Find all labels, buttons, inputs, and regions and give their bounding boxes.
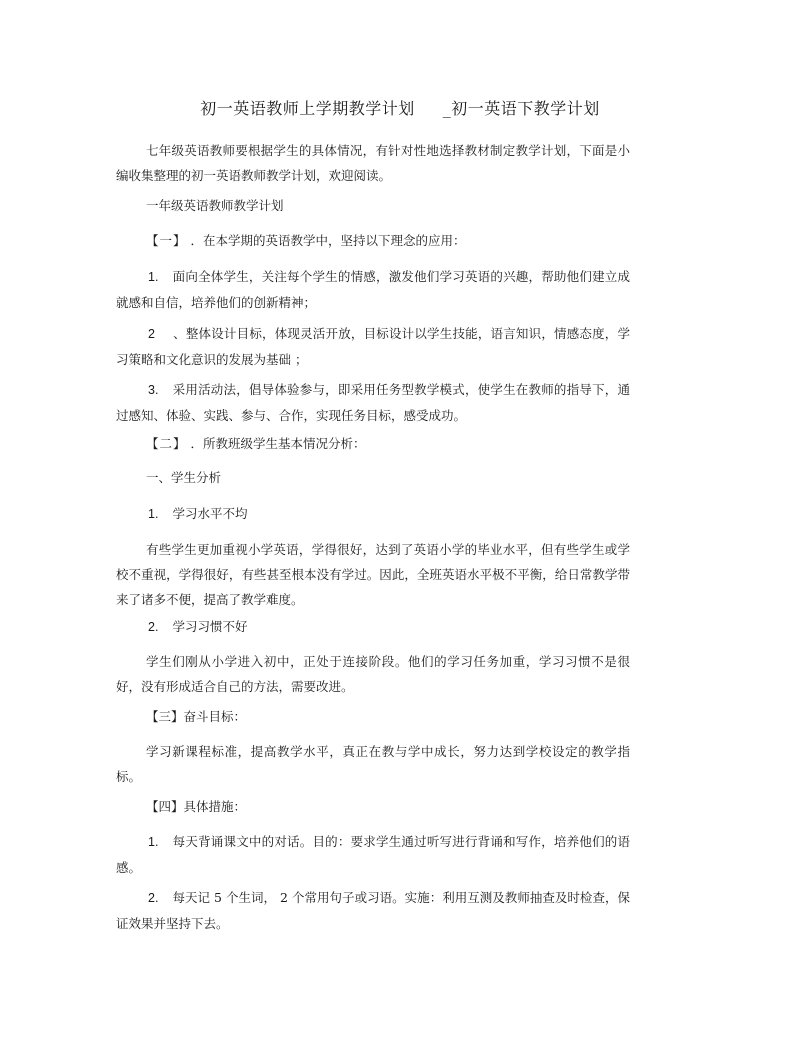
intro-paragraph: 七年级英语教师要根据学生的具体情况，有针对性地选择教材制定教学计划，下面是小编收集整理的初一英语教师教学计划，欢迎阅读。 — [116, 143, 630, 183]
section-3-heading: 【三】奋斗目标： — [146, 709, 247, 724]
measure-2-number: 2. — [148, 891, 159, 905]
plan-heading: 一年级英语教师教学计划 — [146, 198, 284, 213]
measure-1-text: 每天背诵课文中的对话。目的：要求学生通过听写进行背诵和写作，培养他们的语感。 — [116, 834, 630, 875]
student-analysis-heading: 一、学生分析 — [146, 470, 222, 485]
document-title — [0, 96, 800, 119]
analysis-2-number: 2. — [148, 620, 159, 634]
principle-3-number: 3. — [148, 383, 159, 397]
analysis-item-2-paragraph: 学生们刚从小学进入初中，正处于连接阶段。他们的学习任务加重，学习习惯不是很好，没有形成适合自己的方法，需要改进。 — [116, 654, 630, 694]
section-1-text: ．在本学期的英语教学中，坚持以下理念的应用： — [190, 233, 466, 248]
title-part-2: _初一英语下教学计划 — [442, 99, 600, 118]
section-1-label: 【一】 — [146, 233, 187, 248]
measure-item-2 — [116, 885, 630, 936]
section-2-label: 【二】 — [146, 436, 187, 451]
measure-1-number: 1. — [148, 835, 159, 849]
analysis-item-1-heading — [116, 501, 630, 527]
principle-item-2 — [116, 321, 630, 372]
section-2-text: ．所教班级学生基本情况分析： — [190, 436, 366, 451]
principle-2-number: 2 — [148, 327, 155, 341]
principle-2-text: 、整体设计目标，体现灵活开放，目标设计以学生技能，语言知识，情感态度，学习策略和文化意识的发展为基础 ； — [116, 326, 630, 367]
principle-item-1 — [116, 264, 630, 315]
measure-item-1 — [116, 829, 630, 880]
section-4-heading: 【四】具体措施： — [146, 799, 247, 814]
title-part-1: 初一英语教师上学期教学计划 — [200, 99, 415, 118]
section-1-heading — [116, 228, 660, 253]
measure-2-text: 每天记 5 个生词， 2 个常用句子或习语。实施：利用互测及教师抽查及时检查，保证效果并坚持下去。 — [116, 890, 630, 931]
section-2-heading — [116, 431, 660, 456]
analysis-item-2-heading — [116, 614, 630, 640]
analysis-1-title: 学习水平不均 — [172, 506, 248, 521]
principle-3-text: 采用活动法，倡导体验参与，即采用任务型教学模式，使学生在教师的指导下，通过感知、体验、实践、参与、合作，实现任务目标，感受成功。 — [116, 382, 630, 423]
section-3-paragraph: 学习新课程标准，提高教学水平，真正在教与学中成长，努力达到学校设定的教学指标。 — [116, 744, 630, 784]
principle-item-3 — [116, 377, 630, 428]
principle-1-number: 1. — [148, 270, 159, 284]
analysis-2-title: 学习习惯不好 — [172, 619, 248, 634]
principle-1-text: 面向全体学生，关注每个学生的情感，激发他们学习英语的兴趣，帮助他们建立成就感和自信，培养他们的创新精神； — [116, 269, 630, 310]
analysis-1-number: 1. — [148, 507, 159, 521]
analysis-item-1-paragraph: 有些学生更加重视小学英语，学得很好，达到了英语小学的毕业水平，但有些学生或学校不重视，学得很好，有些甚至根本没有学过。因此，全班英语水平极不平衡，给日常教学带来了诸多不便，提高了教学难度。 — [116, 542, 630, 607]
